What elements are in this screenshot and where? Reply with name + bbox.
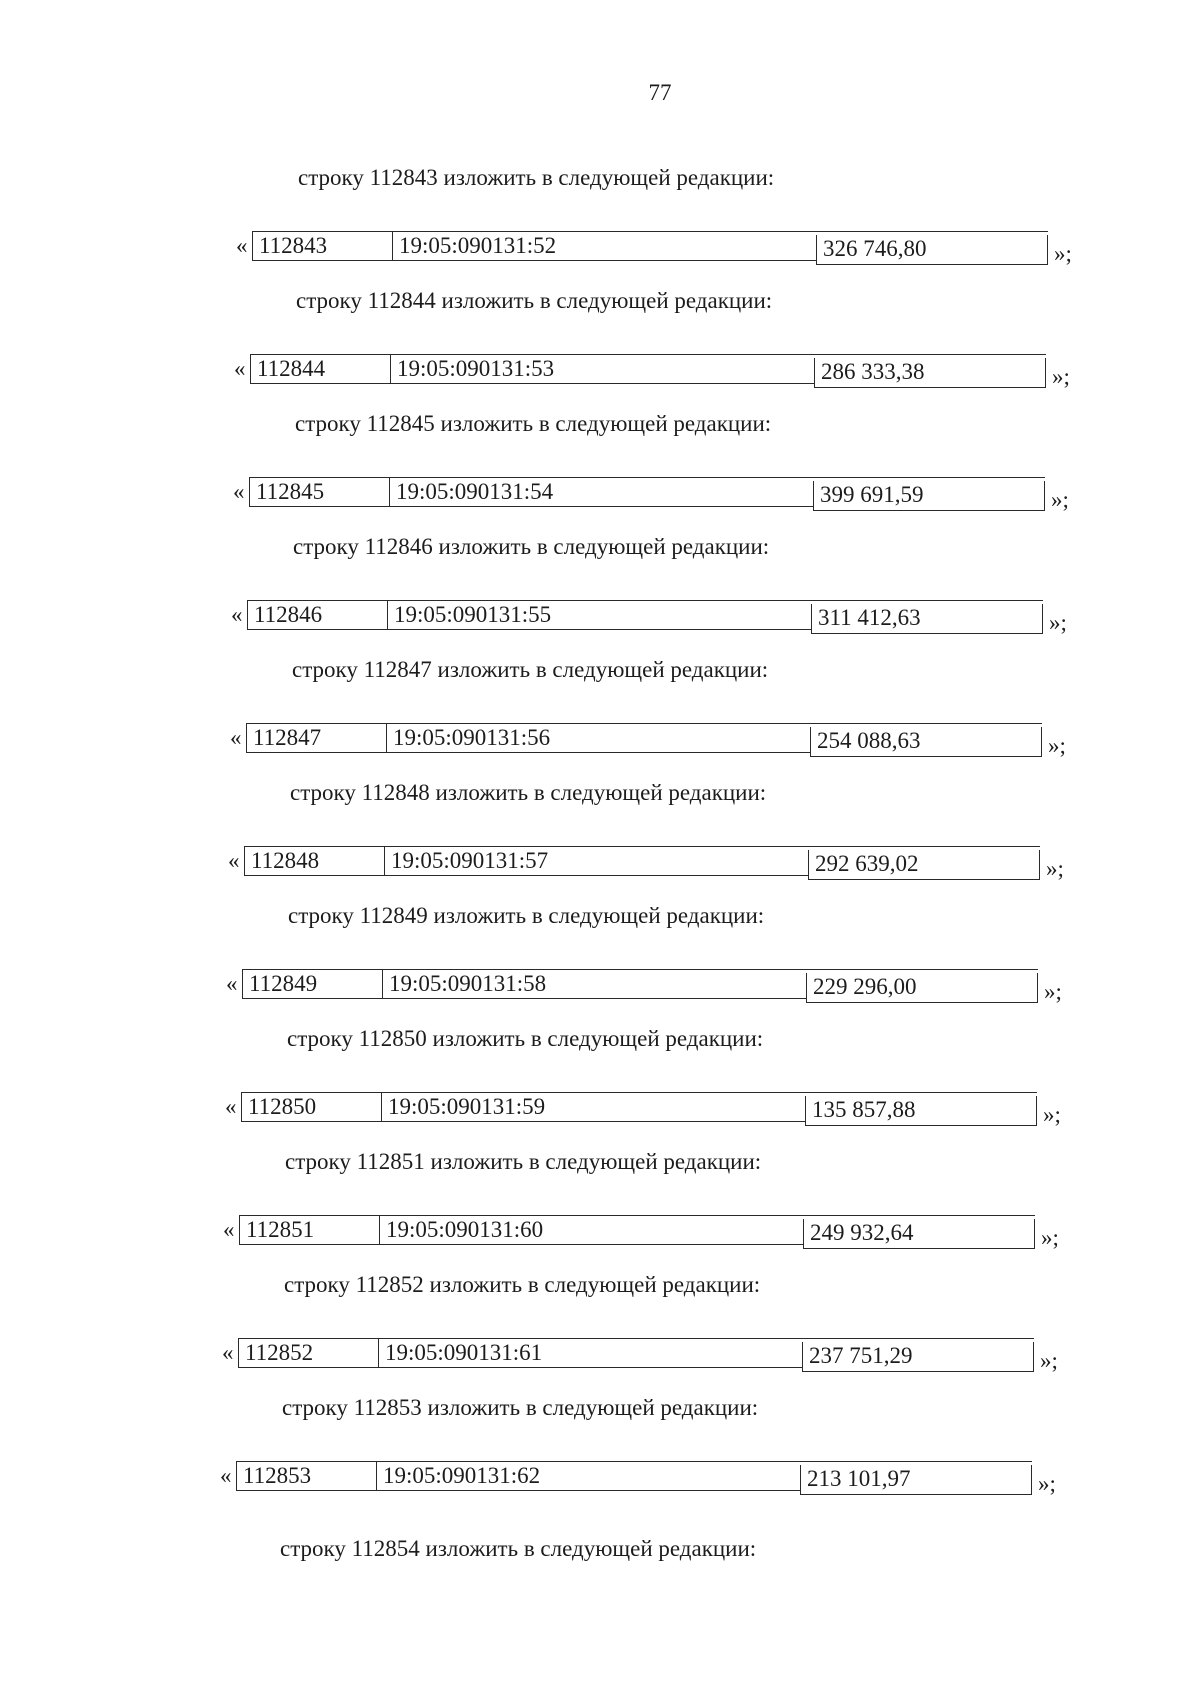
amendment-entry [0,657,1200,780]
row-number-cell: 112853 [236,1461,376,1491]
cadastral-number-cell: 19:05:090131:61 [378,1338,802,1368]
cadastral-value-cell: 237 751,29 [802,1342,1034,1372]
cadastral-number-cell: 19:05:090131:59 [381,1092,805,1122]
table-row [225,1092,1065,1127]
amendment-entry [0,534,1200,657]
amendment-entry [0,165,1200,288]
page-number: 77 [648,80,672,105]
opening-quote: « [230,725,242,750]
opening-quote: « [233,479,245,504]
cadastral-number-cell: 19:05:090131:54 [389,477,813,507]
cadastral-value-cell: 286 333,38 [814,358,1046,388]
table-row [223,1215,1063,1250]
table-row [228,846,1068,881]
amendment-instruction: строку 112850 изложить в следующей редакции: [287,1026,764,1051]
row-number-cell: 112847 [246,723,386,753]
opening-quote: « [236,233,248,258]
cadastral-value-cell: 213 101,97 [800,1465,1032,1495]
opening-quote: « [225,1094,237,1119]
opening-quote: « [226,971,238,996]
closing-quote: »; [1049,610,1067,635]
amendment-entry [0,780,1200,903]
cadastral-number-cell: 19:05:090131:58 [382,969,806,999]
closing-quote: »; [1048,733,1066,758]
closing-quote: »; [1052,364,1070,389]
closing-quote: »; [1054,241,1072,266]
row-number-cell: 112852 [238,1338,378,1368]
table-row [231,600,1071,635]
opening-quote: « [228,848,240,873]
amendment-instruction: строку 112846 изложить в следующей редакции: [293,534,770,559]
closing-quote: »; [1043,1102,1061,1127]
amendment-instruction-last: строку 112854 изложить в следующей редакции: [280,1536,757,1561]
cadastral-value-cell: 249 932,64 [803,1219,1035,1249]
amendment-entry [0,288,1200,411]
amendment-entry [0,1149,1200,1272]
closing-quote: »; [1040,1348,1058,1373]
closing-quote: »; [1051,487,1069,512]
amendment-instruction: строку 112848 изложить в следующей редакции: [290,780,767,805]
table-row [234,354,1074,389]
amendment-instruction: строку 112847 изложить в следующей редакции: [292,657,769,682]
opening-quote: « [220,1463,232,1488]
row-number-cell: 112850 [241,1092,381,1122]
cadastral-number-cell: 19:05:090131:60 [379,1215,803,1245]
cadastral-number-cell: 19:05:090131:62 [376,1461,800,1491]
row-number-cell: 112846 [247,600,387,630]
amendment-instruction: строку 112852 изложить в следующей редакции: [284,1272,761,1297]
opening-quote: « [234,356,246,381]
table-row [222,1338,1062,1373]
row-number-cell: 112843 [252,231,392,261]
closing-quote: »; [1046,856,1064,881]
closing-quote: »; [1041,1225,1059,1250]
cadastral-number-cell: 19:05:090131:52 [392,231,816,261]
cadastral-value-cell: 326 746,80 [816,235,1048,265]
amendment-entry [0,903,1200,1026]
closing-quote: »; [1044,979,1062,1004]
row-number-cell: 112851 [239,1215,379,1245]
row-number-cell: 112849 [242,969,382,999]
cadastral-number-cell: 19:05:090131:55 [387,600,811,630]
table-row [220,1461,1060,1496]
table-row [233,477,1073,512]
opening-quote: « [223,1217,235,1242]
cadastral-value-cell: 229 296,00 [806,973,1038,1003]
amendment-instruction: строку 112853 изложить в следующей редакции: [282,1395,759,1420]
amendment-entry [0,1272,1200,1395]
cadastral-value-cell: 135 857,88 [805,1096,1037,1126]
cadastral-number-cell: 19:05:090131:57 [384,846,808,876]
cadastral-value-cell: 399 691,59 [813,481,1045,511]
amendment-entry [0,1026,1200,1149]
row-number-cell: 112844 [250,354,390,384]
cadastral-value-cell: 311 412,63 [811,604,1043,634]
opening-quote: « [231,602,243,627]
amendment-instruction: строку 112844 изложить в следующей редакции: [296,288,773,313]
row-number-cell: 112848 [244,846,384,876]
table-row [236,231,1076,266]
cadastral-number-cell: 19:05:090131:53 [390,354,814,384]
opening-quote: « [222,1340,234,1365]
amendment-instruction: строку 112843 изложить в следующей редакции: [298,165,775,190]
closing-quote: »; [1038,1471,1056,1496]
amendment-instruction: строку 112845 изложить в следующей редакции: [295,411,772,436]
row-number-cell: 112845 [249,477,389,507]
cadastral-value-cell: 254 088,63 [810,727,1042,757]
amendment-list [0,165,1200,1518]
table-row [226,969,1066,1004]
amendment-instruction: строку 112849 изложить в следующей редакции: [288,903,765,928]
cadastral-value-cell: 292 639,02 [808,850,1040,880]
amendment-instruction: строку 112851 изложить в следующей редакции: [285,1149,762,1174]
amendment-entry [0,1395,1200,1518]
cadastral-number-cell: 19:05:090131:56 [386,723,810,753]
table-row [230,723,1070,758]
amendment-entry [0,411,1200,534]
